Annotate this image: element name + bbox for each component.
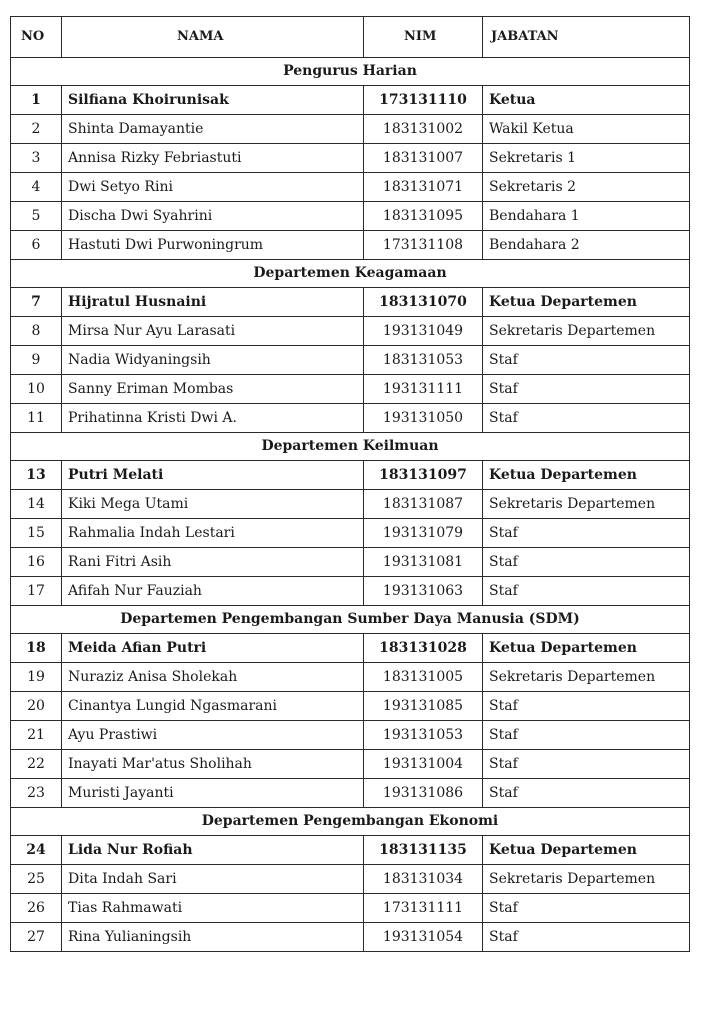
member-position: Staf bbox=[483, 779, 690, 808]
table-row bbox=[11, 692, 690, 721]
section-title: Departemen Pengembangan Sumber Daya Manusia (SDM) bbox=[11, 606, 690, 634]
table-row bbox=[11, 865, 690, 894]
member-position: Ketua Departemen bbox=[483, 461, 690, 490]
member-nim: 183131071 bbox=[364, 173, 483, 202]
table-row bbox=[11, 404, 690, 433]
member-name: Lida Nur Rofiah bbox=[62, 836, 364, 865]
member-position: Sekretaris Departemen bbox=[483, 663, 690, 692]
member-nim: 193131054 bbox=[364, 923, 483, 952]
member-name: Rina Yulianingsih bbox=[62, 923, 364, 952]
member-name: Dwi Setyo Rini bbox=[62, 173, 364, 202]
member-nim: 183131034 bbox=[364, 865, 483, 894]
header-nim: NIM bbox=[364, 17, 483, 58]
table-row bbox=[11, 490, 690, 519]
section-header-row bbox=[11, 58, 690, 86]
table-row bbox=[11, 375, 690, 404]
member-position: Ketua Departemen bbox=[483, 634, 690, 663]
row-number: 1 bbox=[11, 86, 62, 115]
table-row bbox=[11, 202, 690, 231]
row-number: 22 bbox=[11, 750, 62, 779]
member-name: Ayu Prastiwi bbox=[62, 721, 364, 750]
member-position: Bendahara 2 bbox=[483, 231, 690, 260]
header-nama: NAMA bbox=[62, 17, 364, 58]
member-nim: 193131050 bbox=[364, 404, 483, 433]
member-name: Shinta Damayantie bbox=[62, 115, 364, 144]
member-nim: 173131110 bbox=[364, 86, 483, 115]
member-name: Mirsa Nur Ayu Larasati bbox=[62, 317, 364, 346]
member-nim: 183131135 bbox=[364, 836, 483, 865]
member-position: Ketua Departemen bbox=[483, 288, 690, 317]
member-name: Muristi Jayanti bbox=[62, 779, 364, 808]
table-row bbox=[11, 461, 690, 490]
header-jabatan: JABATAN bbox=[483, 17, 690, 58]
member-position: Staf bbox=[483, 750, 690, 779]
member-table bbox=[10, 16, 690, 952]
row-number: 16 bbox=[11, 548, 62, 577]
table-row bbox=[11, 173, 690, 202]
member-name: Nuraziz Anisa Sholekah bbox=[62, 663, 364, 692]
section-title: Departemen Keagamaan bbox=[11, 260, 690, 288]
table-header bbox=[11, 17, 690, 58]
member-nim: 173131108 bbox=[364, 231, 483, 260]
row-number: 6 bbox=[11, 231, 62, 260]
row-number: 9 bbox=[11, 346, 62, 375]
member-position: Staf bbox=[483, 404, 690, 433]
member-position: Sekretaris 1 bbox=[483, 144, 690, 173]
row-number: 25 bbox=[11, 865, 62, 894]
member-position: Staf bbox=[483, 577, 690, 606]
member-name: Putri Melati bbox=[62, 461, 364, 490]
row-number: 20 bbox=[11, 692, 62, 721]
member-position: Staf bbox=[483, 692, 690, 721]
table-row bbox=[11, 519, 690, 548]
row-number: 19 bbox=[11, 663, 62, 692]
table-row bbox=[11, 663, 690, 692]
member-name: Sanny Eriman Mombas bbox=[62, 375, 364, 404]
table-row bbox=[11, 346, 690, 375]
member-name: Nadia Widyaningsih bbox=[62, 346, 364, 375]
table-body bbox=[11, 58, 690, 952]
member-nim: 193131081 bbox=[364, 548, 483, 577]
member-name: Meida Afian Putri bbox=[62, 634, 364, 663]
member-nim: 183131095 bbox=[364, 202, 483, 231]
table-row bbox=[11, 115, 690, 144]
row-number: 4 bbox=[11, 173, 62, 202]
member-list-document bbox=[10, 16, 690, 952]
member-nim: 193131063 bbox=[364, 577, 483, 606]
member-position: Staf bbox=[483, 548, 690, 577]
table-row bbox=[11, 779, 690, 808]
row-number: 21 bbox=[11, 721, 62, 750]
member-nim: 193131085 bbox=[364, 692, 483, 721]
member-nim: 193131086 bbox=[364, 779, 483, 808]
member-nim: 183131028 bbox=[364, 634, 483, 663]
member-position: Wakil Ketua bbox=[483, 115, 690, 144]
row-number: 2 bbox=[11, 115, 62, 144]
row-number: 24 bbox=[11, 836, 62, 865]
member-name: Kiki Mega Utami bbox=[62, 490, 364, 519]
row-number: 8 bbox=[11, 317, 62, 346]
table-row bbox=[11, 548, 690, 577]
table-row bbox=[11, 317, 690, 346]
member-name: Cinantya Lungid Ngasmarani bbox=[62, 692, 364, 721]
row-number: 17 bbox=[11, 577, 62, 606]
section-title: Departemen Pengembangan Ekonomi bbox=[11, 808, 690, 836]
member-position: Staf bbox=[483, 923, 690, 952]
row-number: 7 bbox=[11, 288, 62, 317]
member-name: Tias Rahmawati bbox=[62, 894, 364, 923]
section-title: Departemen Keilmuan bbox=[11, 433, 690, 461]
member-position: Staf bbox=[483, 519, 690, 548]
member-position: Bendahara 1 bbox=[483, 202, 690, 231]
member-nim: 193131079 bbox=[364, 519, 483, 548]
table-row bbox=[11, 86, 690, 115]
member-name: Hijratul Husnaini bbox=[62, 288, 364, 317]
member-name: Silfiana Khoirunisak bbox=[62, 86, 364, 115]
row-number: 23 bbox=[11, 779, 62, 808]
row-number: 10 bbox=[11, 375, 62, 404]
member-position: Sekretaris Departemen bbox=[483, 317, 690, 346]
member-nim: 183131097 bbox=[364, 461, 483, 490]
member-name: Inayati Mar'atus Sholihah bbox=[62, 750, 364, 779]
member-nim: 183131070 bbox=[364, 288, 483, 317]
member-name: Afifah Nur Fauziah bbox=[62, 577, 364, 606]
row-number: 18 bbox=[11, 634, 62, 663]
member-nim: 193131049 bbox=[364, 317, 483, 346]
member-nim: 183131053 bbox=[364, 346, 483, 375]
table-row bbox=[11, 836, 690, 865]
section-header-row bbox=[11, 808, 690, 836]
section-header-row bbox=[11, 433, 690, 461]
row-number: 27 bbox=[11, 923, 62, 952]
member-nim: 183131087 bbox=[364, 490, 483, 519]
member-name: Hastuti Dwi Purwoningrum bbox=[62, 231, 364, 260]
table-row bbox=[11, 894, 690, 923]
member-name: Dita Indah Sari bbox=[62, 865, 364, 894]
section-header-row bbox=[11, 260, 690, 288]
row-number: 13 bbox=[11, 461, 62, 490]
member-position: Ketua bbox=[483, 86, 690, 115]
member-name: Prihatinna Kristi Dwi A. bbox=[62, 404, 364, 433]
member-name: Annisa Rizky Febriastuti bbox=[62, 144, 364, 173]
member-nim: 183131007 bbox=[364, 144, 483, 173]
row-number: 14 bbox=[11, 490, 62, 519]
member-position: Ketua Departemen bbox=[483, 836, 690, 865]
table-row bbox=[11, 923, 690, 952]
member-position: Sekretaris Departemen bbox=[483, 865, 690, 894]
table-row bbox=[11, 634, 690, 663]
row-number: 11 bbox=[11, 404, 62, 433]
member-nim: 183131005 bbox=[364, 663, 483, 692]
header-row bbox=[11, 17, 690, 58]
row-number: 3 bbox=[11, 144, 62, 173]
member-nim: 173131111 bbox=[364, 894, 483, 923]
row-number: 26 bbox=[11, 894, 62, 923]
row-number: 5 bbox=[11, 202, 62, 231]
member-name: Rani Fitri Asih bbox=[62, 548, 364, 577]
member-name: Discha Dwi Syahrini bbox=[62, 202, 364, 231]
member-position: Staf bbox=[483, 894, 690, 923]
member-position: Sekretaris 2 bbox=[483, 173, 690, 202]
header-no: NO bbox=[11, 17, 62, 58]
member-position: Staf bbox=[483, 346, 690, 375]
section-title: Pengurus Harian bbox=[11, 58, 690, 86]
member-nim: 193131004 bbox=[364, 750, 483, 779]
member-position: Sekretaris Departemen bbox=[483, 490, 690, 519]
row-number: 15 bbox=[11, 519, 62, 548]
table-row bbox=[11, 231, 690, 260]
table-row bbox=[11, 144, 690, 173]
member-position: Staf bbox=[483, 375, 690, 404]
member-nim: 183131002 bbox=[364, 115, 483, 144]
member-position: Staf bbox=[483, 721, 690, 750]
table-row bbox=[11, 288, 690, 317]
member-nim: 193131053 bbox=[364, 721, 483, 750]
table-row bbox=[11, 750, 690, 779]
table-row bbox=[11, 577, 690, 606]
member-nim: 193131111 bbox=[364, 375, 483, 404]
table-row bbox=[11, 721, 690, 750]
member-name: Rahmalia Indah Lestari bbox=[62, 519, 364, 548]
section-header-row bbox=[11, 606, 690, 634]
